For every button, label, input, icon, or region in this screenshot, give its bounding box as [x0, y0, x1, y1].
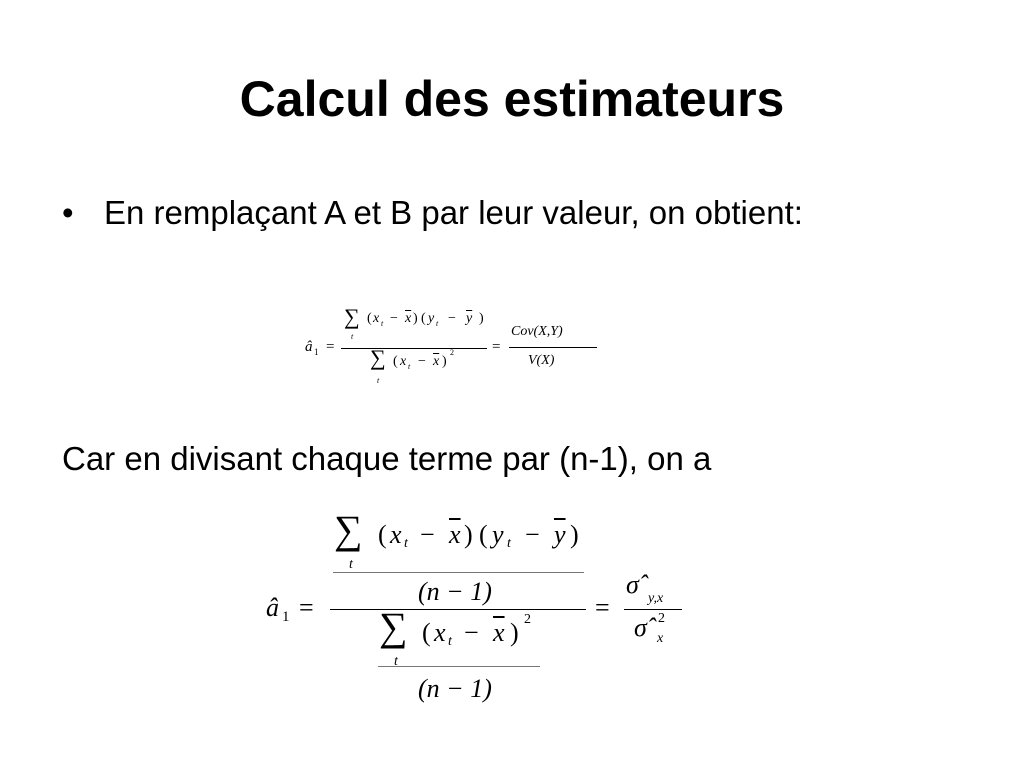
eq1-rhs-numerator: Cov(X,Y)	[511, 324, 563, 339]
explanation-text: Car en divisant chaque terme par (n-1), on a	[62, 440, 712, 477]
eq2-num-x-sub: t	[404, 536, 408, 551]
slide-title: Calcul des estimateurs	[239, 71, 785, 127]
eq2-den-divisor: (n − 1)	[418, 674, 492, 703]
eq1-den-index: t	[377, 376, 380, 385]
eq2-rhs-denominator-sub: x	[657, 631, 664, 646]
eq2-num-minus1: −	[420, 520, 435, 549]
eq2-num-y: y	[492, 520, 504, 549]
eq1-num-xbar: $\overline{x}$	[405, 311, 412, 326]
eq2-equals: =	[299, 593, 314, 622]
eq2-rhs-numerator-sub: y,x	[648, 591, 664, 606]
eq1-num-y: y	[428, 311, 435, 326]
eq2-num-ybar: $\overline{y}$	[554, 520, 566, 549]
eq1-den-close: )	[442, 354, 447, 369]
eq2-equals2: =	[595, 593, 610, 622]
eq1-num-sigma: ∑	[344, 304, 360, 329]
eq1-num-minus1: −	[390, 311, 398, 326]
eq1-rhs-denominator: V(X)	[528, 353, 555, 368]
eq2-rhs-denominator-sup: 2	[658, 611, 665, 626]
bullet-text: En remplaçant A et B par leur valeur, on obtient:	[104, 194, 803, 231]
eq2-den-minus: −	[464, 618, 479, 647]
eq2-num-xbar: $\overline{x}$	[449, 520, 461, 549]
eq2-lhs-sub: 1	[282, 609, 290, 625]
eq1-equals: =	[326, 339, 335, 355]
eq2-rhs-numerator: σ̂	[626, 570, 639, 599]
eq1-den-minus: −	[418, 354, 426, 369]
eq1-den-x-sub: t	[408, 362, 411, 371]
eq1-lhs: â	[305, 339, 313, 355]
eq2-den-sigma: ∑	[379, 604, 408, 649]
eq1-den-sigma: ∑	[370, 345, 386, 370]
eq2-main-fraction-bar	[330, 609, 586, 610]
eq2-den-x: x	[434, 618, 446, 647]
bullet-marker: •	[62, 194, 74, 231]
eq2-num-minus2: −	[525, 520, 540, 549]
eq2-den-xbar: $\overline{x}$	[493, 618, 505, 647]
eq2-den-inner-bar	[378, 666, 540, 667]
eq2-den-x-sub: t	[448, 634, 452, 649]
eq1-equals2: =	[492, 339, 501, 355]
eq2-num-index: t	[349, 557, 353, 572]
eq2-num-y-sub: t	[507, 536, 511, 551]
eq1-den-xbar: $\overline{x}$	[433, 354, 440, 369]
eq1-num-open2: (	[421, 311, 426, 326]
eq2-rhs-bar	[624, 609, 682, 610]
eq2-num-open1: (	[378, 520, 387, 549]
eq2-den-close: )	[510, 618, 519, 647]
eq2-num-sigma: ∑	[334, 507, 363, 552]
eq2-num-inner-bar	[333, 572, 584, 573]
eq2-num-open2: (	[479, 520, 488, 549]
eq1-den-power: 2	[450, 348, 454, 357]
eq2-den-index: t	[394, 654, 398, 669]
eq1-num-close2: )	[479, 311, 484, 326]
eq1-num-minus2: −	[448, 311, 456, 326]
eq1-num-close1: )	[413, 311, 418, 326]
eq2-num-x: x	[390, 520, 402, 549]
eq1-lhs-sub: 1	[314, 347, 319, 357]
eq2-lhs: â	[266, 593, 279, 622]
eq2-num-close1: )	[464, 520, 473, 549]
eq1-den-x: x	[400, 354, 407, 369]
eq1-num-index: t	[351, 332, 354, 341]
eq2-den-open: (	[422, 618, 431, 647]
eq1-num-x: x	[373, 311, 380, 326]
eq2-rhs-denominator: σ̂	[634, 613, 647, 642]
eq2-den-power: 2	[524, 612, 531, 627]
eq2-num-close2: )	[570, 520, 579, 549]
eq1-num-ybar: $\overline{y}$	[466, 311, 473, 326]
eq1-num-open1: (	[367, 311, 372, 326]
eq1-num-x-sub: t	[381, 319, 384, 328]
eq2-num-divisor: (n − 1)	[418, 577, 492, 606]
eq1-num-y-sub: t	[436, 319, 439, 328]
eq1-den-open: (	[393, 354, 398, 369]
